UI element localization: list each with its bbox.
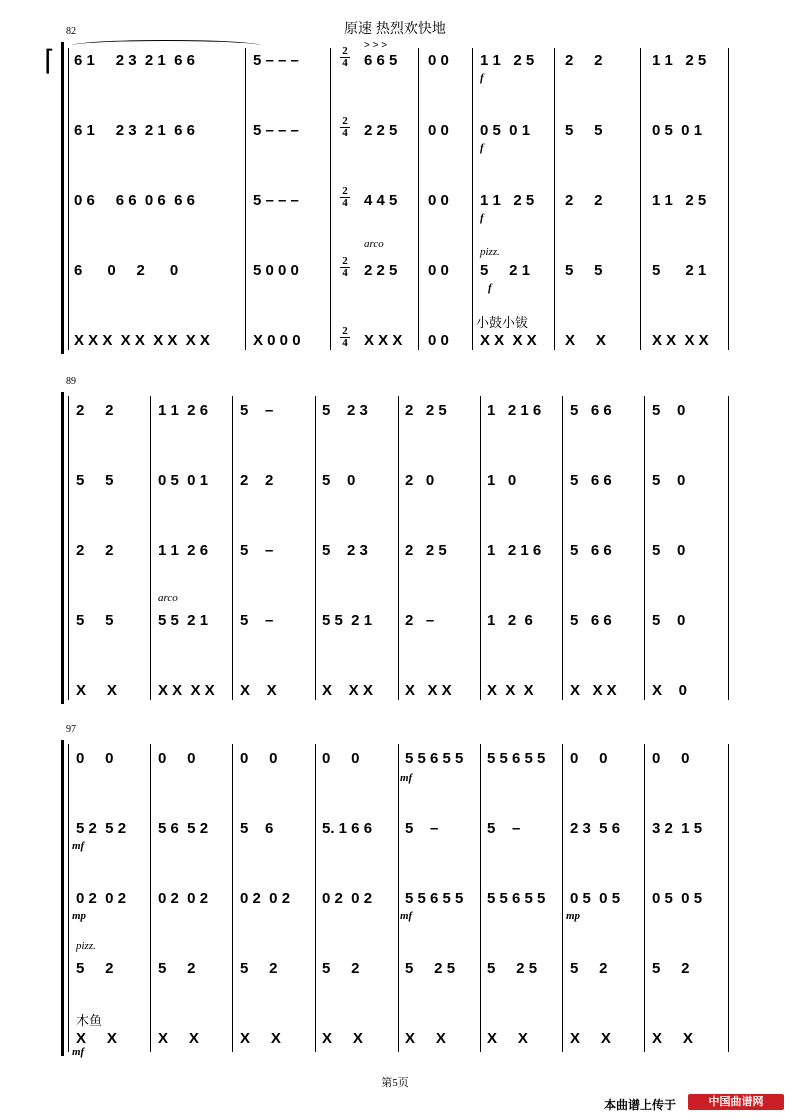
time-top: 2 (340, 116, 350, 128)
dynamic-mp: mp (566, 910, 581, 922)
accent-marks: > > > (364, 40, 388, 51)
notes: 5 5 6 5 5 (405, 750, 464, 767)
time-bottom: 4 (342, 127, 348, 139)
notes: 5 5 6 5 5 (405, 890, 464, 907)
notes: X X X X X X X X X (74, 332, 210, 349)
time-top: 2 (340, 326, 350, 338)
notes: X X X X (480, 332, 537, 349)
notes: 4 4 5 (364, 192, 398, 209)
notes: 5 2 5 (487, 960, 538, 977)
notes: 0 5 0 1 (480, 122, 531, 139)
notes: 5 0 0 0 (253, 262, 299, 279)
time-signature (340, 256, 350, 279)
barline (245, 48, 246, 350)
notes: 5 – (487, 820, 521, 837)
notes: 0 0 (322, 750, 360, 767)
notes: 5 – – – (253, 52, 299, 69)
notes: 0 0 (652, 750, 690, 767)
barline (562, 396, 563, 700)
dynamic-mp: mp (72, 910, 87, 922)
notes: 5 5 6 5 5 (487, 890, 546, 907)
notes: 2 2 (240, 472, 274, 489)
notes: 1 2 6 (487, 612, 533, 629)
notes: 0 0 (158, 750, 196, 767)
notes: 5 5 (565, 262, 603, 279)
notes: 5 2 3 (322, 402, 368, 419)
notes: 0 0 (570, 750, 608, 767)
notes: X X X (570, 682, 617, 699)
system-barline (68, 48, 69, 350)
dynamic-f: f (480, 212, 484, 224)
tempo-title: 原速 热烈欢快地 (344, 20, 446, 36)
notes: 5 0 (652, 612, 686, 629)
notes: 5 5 (565, 122, 603, 139)
barline (398, 396, 399, 700)
notes: 5 2 (652, 960, 690, 977)
notes: X X (565, 332, 606, 349)
notes: 0 0 (428, 192, 449, 209)
barline (644, 744, 645, 1052)
barline (315, 744, 316, 1052)
notes: 0 6 6 6 0 6 6 6 (74, 192, 195, 209)
notes: X X (652, 1030, 693, 1047)
dynamic-f: f (480, 142, 484, 154)
notes: 0 2 0 2 (240, 890, 291, 907)
notes: 2 2 5 (364, 122, 398, 139)
notes: 5 2 (570, 960, 608, 977)
time-bottom: 4 (342, 57, 348, 69)
notes: 5 2 5 2 (76, 820, 127, 837)
notes: X X (240, 1030, 281, 1047)
notes: X X (76, 1030, 117, 1047)
system-barline (68, 396, 69, 700)
barline (315, 396, 316, 700)
barline (728, 48, 729, 350)
notes: 5 – – – (253, 192, 299, 209)
barline (472, 48, 473, 350)
barline (480, 396, 481, 700)
site-logo[interactable]: 中国曲谱网 (688, 1094, 784, 1110)
barline (728, 744, 729, 1052)
arco-mark: arco (158, 592, 178, 604)
notes: 1 2 1 6 (487, 402, 542, 419)
pizz-mark: pizz. (480, 246, 500, 258)
brace-icon: ⌈ (44, 45, 55, 76)
system-bracket (61, 42, 64, 354)
notes: 5 5 2 1 (322, 612, 373, 629)
notes: 2 2 5 (405, 402, 447, 419)
barline (330, 48, 331, 350)
dynamic-mf: mf (72, 1046, 85, 1058)
notes: 5 6 5 2 (158, 820, 209, 837)
notes: X 0 (652, 682, 688, 699)
notes: 2 2 5 (364, 262, 398, 279)
notes: X X (570, 1030, 611, 1047)
notes: 2 2 (565, 192, 603, 209)
notes: 5 6 6 (570, 542, 612, 559)
notes: 6 1 2 3 2 1 6 6 (74, 122, 195, 139)
notes: 5 5 (76, 612, 114, 629)
notes: 5. 1 6 6 (322, 820, 373, 837)
notes: 1 1 2 6 (158, 542, 209, 559)
notes: 1 1 2 6 (158, 402, 209, 419)
dynamic-f: f (480, 72, 484, 84)
barline (640, 48, 641, 350)
notes: 5 6 6 (570, 472, 612, 489)
notes: 5 2 3 (322, 542, 368, 559)
dynamic-mf: mf (400, 910, 413, 922)
notes: 5 2 (76, 960, 114, 977)
page-number: 第5页 (381, 1077, 409, 1089)
notes: 2 2 (565, 52, 603, 69)
notes: 2 3 5 6 (570, 820, 621, 837)
notes: 2 – (405, 612, 435, 629)
notes: 1 1 2 5 (480, 52, 535, 69)
time-signature (340, 46, 350, 69)
barline (554, 48, 555, 350)
notes: 5 – (240, 542, 274, 559)
notes: 1 1 2 5 (480, 192, 535, 209)
notes: 0 0 (428, 262, 449, 279)
notes: 0 5 0 5 (570, 890, 621, 907)
notes: 0 5 0 1 (158, 472, 209, 489)
notes: 0 2 0 2 (322, 890, 373, 907)
notes: 2 2 (76, 402, 114, 419)
time-bottom: 4 (342, 267, 348, 279)
notes: X X X (322, 682, 373, 699)
time-signature (340, 186, 350, 209)
notes: X X X (364, 332, 403, 349)
time-signature (340, 116, 350, 139)
dynamic-f: f (488, 282, 492, 294)
notes: 2 2 (76, 542, 114, 559)
notes: 2 2 5 (405, 542, 447, 559)
woodblock-label: 木鱼 (76, 1013, 103, 1028)
notes: X X X (405, 682, 452, 699)
notes: 1 2 1 6 (487, 542, 542, 559)
phrase-slur (72, 40, 260, 51)
notes: 5 0 (652, 472, 686, 489)
time-signature (340, 326, 350, 349)
system-barline (68, 744, 69, 1052)
notes: 5 2 1 (652, 262, 707, 279)
notes: 5 5 6 5 5 (487, 750, 546, 767)
notes: 6 0 2 0 (74, 262, 179, 279)
notes: X X X X (652, 332, 709, 349)
time-bottom: 4 (342, 337, 348, 349)
notes: 0 0 (428, 52, 449, 69)
measure-number: 97 (66, 724, 76, 735)
dynamic-mf: mf (400, 772, 413, 784)
barline (562, 744, 563, 1052)
notes: 2 0 (405, 472, 435, 489)
barline (418, 48, 419, 350)
time-top: 2 (340, 46, 350, 58)
time-bottom: 4 (342, 197, 348, 209)
arco-mark: arco (364, 238, 384, 250)
notes: 5 0 (652, 402, 686, 419)
notes: 1 1 2 5 (652, 52, 707, 69)
notes: X X (76, 682, 117, 699)
notes: X X (158, 1030, 199, 1047)
notes: 3 2 1 5 (652, 820, 703, 837)
notes: 5 – (240, 402, 274, 419)
notes: 5 2 (158, 960, 196, 977)
notes: 5 2 (322, 960, 360, 977)
notes: 5 6 (240, 820, 274, 837)
notes: 5 2 5 (405, 960, 456, 977)
measure-number: 82 (66, 26, 76, 37)
notes: 0 5 0 1 (652, 122, 703, 139)
notes: X X X X (158, 682, 215, 699)
notes: 5 2 1 (480, 262, 531, 279)
notes: 5 – (240, 612, 274, 629)
notes: 5 6 6 (570, 402, 612, 419)
time-top: 2 (340, 186, 350, 198)
notes: 0 5 0 5 (652, 890, 703, 907)
notes: X X (405, 1030, 446, 1047)
barline (232, 396, 233, 700)
notes: 5 – (405, 820, 439, 837)
notes: 0 2 0 2 (76, 890, 127, 907)
notes: 5 2 (240, 960, 278, 977)
notes: X X (487, 1030, 528, 1047)
barline (398, 744, 399, 1052)
barline (728, 396, 729, 700)
notes: 6 1 2 3 2 1 6 6 (74, 52, 195, 69)
barline (232, 744, 233, 1052)
time-top: 2 (340, 256, 350, 268)
notes: 1 0 (487, 472, 517, 489)
notes: 5 0 (652, 542, 686, 559)
notes: 5 5 2 1 (158, 612, 209, 629)
notes: X X (240, 682, 277, 699)
notes: 1 1 2 5 (652, 192, 707, 209)
notes: 6 6 5 (364, 52, 398, 69)
barline (644, 396, 645, 700)
pizz-mark: pizz. (76, 940, 96, 952)
notes: 0 0 (240, 750, 278, 767)
system-bracket (61, 740, 64, 1056)
barline (480, 744, 481, 1052)
system-bracket (61, 392, 64, 704)
upload-credit: 本曲谱上传于 (604, 1098, 677, 1112)
notes: X X X (487, 682, 534, 699)
barline (150, 396, 151, 700)
notes: 5 6 6 (570, 612, 612, 629)
notes: 0 0 (428, 122, 449, 139)
notes: X X (322, 1030, 363, 1047)
notes: 0 0 (428, 332, 449, 349)
dynamic-mf: mf (72, 840, 85, 852)
snare-cymbal-label: 小鼓小钹 (476, 315, 529, 330)
notes: 5 0 (322, 472, 356, 489)
notes: 5 – – – (253, 122, 299, 139)
notes: 5 5 (76, 472, 114, 489)
notes: 0 0 (76, 750, 114, 767)
measure-number: 89 (66, 376, 76, 387)
notes: X 0 0 0 (253, 332, 301, 349)
notes: 0 2 0 2 (158, 890, 209, 907)
barline (150, 744, 151, 1052)
